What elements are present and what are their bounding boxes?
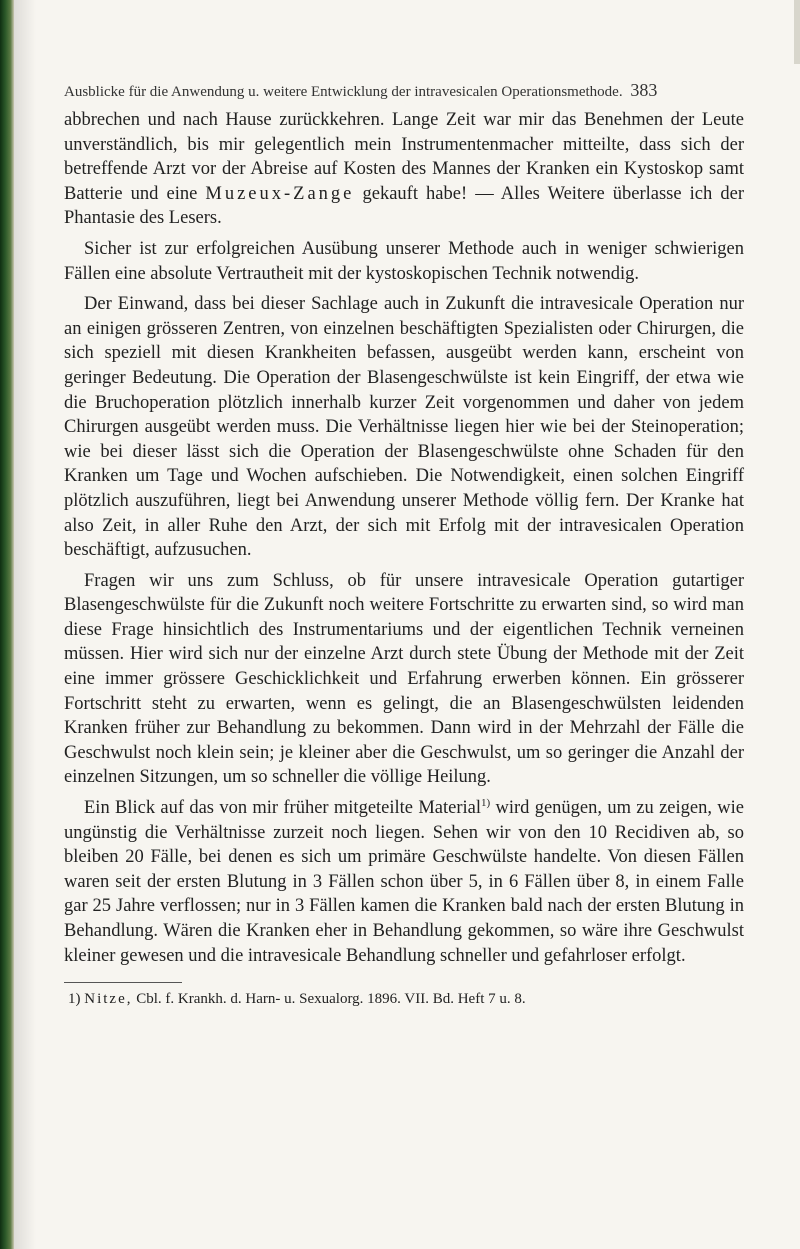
footnote-citation: Cbl. f. Krankh. d. Harn- u. Sexualorg. 1896. VII. Bd. Heft 7 u. 8. xyxy=(132,991,526,1008)
book-page xyxy=(64,80,744,1009)
page-number: 383 xyxy=(630,80,658,100)
running-title: Ausblicke für die Anwendung u. weitere Entwicklung der intravesicalen Operationsmethode. xyxy=(64,84,623,100)
body-text xyxy=(64,108,744,968)
paragraph-1-text-c: gekauft habe! — Alles Weitere überlasse ich der Phantasie des Lesers. xyxy=(64,183,744,229)
paragraph-2: Sicher ist zur erfolgreichen Ausübung unserer Methode auch in weniger schwierigen Fällen eine absolute Vertrautheit mit der kystoskopischen Technik notwendig. xyxy=(64,238,744,284)
gutter-shadow xyxy=(14,0,36,1249)
paragraph-4: Fragen wir uns zum Schluss, ob für unsere intravesicale Operation gutartiger Blasengeschwülste für die Zukunft noch weitere Fortschritte zu erwarten sind, so wird man diese Frage hinsichtlich des Instrumentariums und der eigentlichen Technik verneinen müssen. Hier wird sich nur der einzelne Arzt durch stete Übung der Methode mit der Zeit eine immer grössere Geschicklichkeit und Erfahrung erwerben können. Ein grösserer Fortschritt steht zu erwarten, wenn es gelingt, die an Blasengeschwülsten leidenden Kranken früher zur Behandlung zu bekommen. Dann wird in der Mehrzahl der Fälle die Geschwulst noch klein sein; je kleiner aber die Geschwulst, um so geringer die Anzahl der einzelnen Sitzungen, um so schneller die völlige Heilung. xyxy=(64,570,744,788)
footnote xyxy=(64,989,744,1009)
footnote-marker: 1) xyxy=(68,991,81,1008)
page-edge xyxy=(794,0,800,64)
paragraph-5-text-a: Ein Blick auf das von mir früher mitgeteilte Material xyxy=(84,798,481,819)
footnote-reference: 1) xyxy=(481,796,491,809)
footnote-author: Nitze, xyxy=(84,991,133,1008)
footnote-divider xyxy=(64,982,182,983)
paragraph-5-text-c: wird genügen, um zu zeigen, wie ungünstig die Verhältnisse zurzeit noch liegen. Sehen wir von den 10 Recidiven ab, so bleiben 20 Fälle, bei denen es sich um primäre Geschwülste handelte. Von diesen Fällen waren seit der ersten Blutung in 3 Fällen schon über 5, in 6 Fällen über 8, in einem Falle gar 25 Jahre verflossen; nur in 3 Fällen kamen die Kranken bald nach der ersten Blutung in Behandlung. Wären die Kranken eher in Behandlung gekommen, so wäre ihre Geschwulst kleiner gewesen und die intravesicale Behandlung schneller und gefahrloser erfolgt. xyxy=(64,798,744,966)
running-header xyxy=(64,80,744,102)
book-binding-edge xyxy=(0,0,14,1249)
paragraph-1-text-a: abbrechen und nach Hause zurückkehren. Lange Zeit war mir das Benehmen der Leute unverständlich, bis mir gelegentlich mein Instrumentenmacher mitteilte, dass sich der betreffende Arzt vor der Abreise auf Kosten des Mannes der Kranken ein Kystoskop samt Batterie und eine xyxy=(64,110,744,204)
instrument-name: Muzeux-Zange xyxy=(205,183,355,204)
paragraph-5 xyxy=(64,796,744,968)
paragraph-3: Der Einwand, dass bei dieser Sachlage auch in Zukunft die intravesicale Operation nur an einigen grösseren Zentren, von einzelnen beschäftigten Spezialisten oder Chirurgen, die sich speziell mit diesen Krankheiten befassen, ausgeübt werden kann, erscheint von geringer Bedeutung. Die Operation der Blasengeschwülste ist kein Eingriff, der etwa wie die Bruchoperation plötzlich innerhalb kurzer Zeit vorgenommen und daher von jedem Chirurgen ausgeübt werden muss. Die Verhältnisse liegen hier wie bei der Steinoperation; wie bei dieser lässt sich die Operation der Blasengeschwülste ohne Schaden für den Kranken um Tage und Wochen aufschieben. Die Notwendigkeit, einen solchen Eingriff plötzlich auszuführen, liegt bei Anwendung unserer Methode völlig fern. Der Kranke hat also Zeit, in aller Ruhe den Arzt, der sich mit Erfolg mit der intravesicalen Operation beschäftigt, aufzusuchen. xyxy=(64,294,744,561)
paragraph-1 xyxy=(64,108,744,231)
